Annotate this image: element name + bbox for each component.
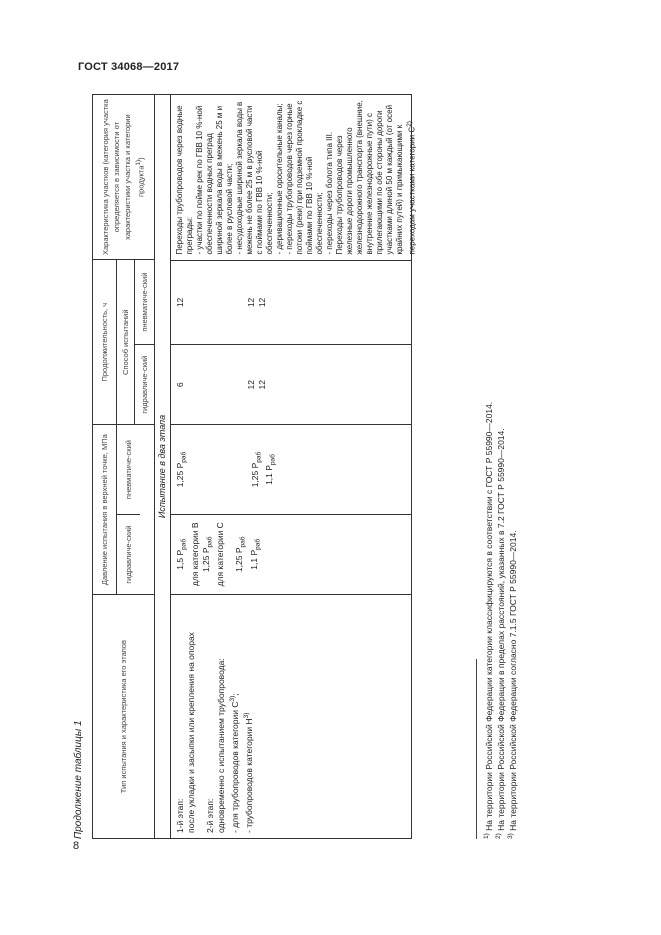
header-pressure: Давление испытания в верхней точке, МПа [93, 425, 117, 594]
document-header: ГОСТ 34068—2017 [78, 61, 180, 73]
header-type: Тип испытания и характеристика его этапов [93, 594, 154, 838]
header-pneumatic-1: пневматиче-ский [124, 440, 133, 500]
table-continuation-caption: Продолжение таблицы 1 [73, 720, 84, 839]
cell-type: 1-й этап: после укладки и засыпки или крепления на опорах 2-й этап: одновременно с испытанием трубопровода: - для трубопроводов категории $С^{3)}$; - трубопроводов категории $Н^{3)}$ [171, 594, 411, 838]
page-number: 8 [73, 840, 80, 852]
footnote-3: $^{3)}$ На территории Российской Федерации согласно 7.1.5 ГОСТ Р 55990—2014. [507, 530, 518, 839]
header-method: Способ испытаний [117, 260, 135, 424]
header-pneumatic-2: пневматиче-ский [140, 272, 149, 332]
cell-characteristics: Переходы трубопроводов через водные преграды: - участки по пойме рек по ГВВ 10 %-ной обеспеченности водных преград шириной зеркала воды в межень 25 м и более в русловой части; - несудоходные шириной зеркала воды в межень не более 25 м в русловой части с поймами по ГВВ 10 %-ной обеспеченности; - деривационные оросительные каналы; - переходы трубопроводов через горные потоки (реки) при подземной прокладке с поймами по ГВВ 10 %-ной обеспеченности; - переходы через болота типа III. Переходы трубопроводов через железные дороги промышленного железнодорожного транспорта (внешние, внутренние железнодорожные пути) с прилегающими по обе стороны дороги участками длиной 50 м каждый (от осей крайних путей) и примыкающими к переходам участками категории $С^{2)}$ [175, 100, 417, 255]
footnote-divider [476, 659, 477, 839]
test-table [92, 94, 417, 839]
cell-pressure-hydraulic: 1,5 $P_{раб}$ для категории В 1,25 $P_{раб}$ для категории С 1,25 $P_{раб}$ 1,1 $P_{раб}$ [171, 514, 411, 594]
table-header-row [93, 95, 155, 838]
cell-duration-hydraulic: 6 12 12 [171, 344, 411, 424]
cell-pressure-pneumatic: 1,25 $P_{раб}$ 1,25 $P_{раб}$ 1,1 $P_{раб}$ [171, 424, 411, 514]
footnote-2: $^{2)}$ На территории Российской Федерации в пределах расстояний, указанных в 7.2 ГОСТ Р 55990—2014. [495, 428, 506, 839]
stage-row [155, 95, 171, 838]
table-body-row [171, 95, 417, 838]
cell-duration-pneumatic: 12 12 12 [171, 260, 411, 345]
header-hydraulic-1: гидравличе-ский [117, 514, 140, 594]
header-duration-group [93, 259, 154, 424]
header-pressure-group [93, 424, 154, 594]
footnote-1: $^{1)}$ На территории Российской Федерации категории классифицируются в соответствии с ГОСТ Р 55990—2014. [483, 401, 494, 839]
header-duration: Продолжительность, ч [93, 260, 117, 424]
header-hydraulic-2: гидравличе-ский [135, 344, 154, 424]
stage-label: Испытание в два этапа [157, 414, 167, 519]
header-characteristics: Характеристика участков (категория участка определяется в зависимости от характеристики участка и категории продукта$^{1)}$) [101, 99, 146, 256]
rotated-table-area [68, 59, 538, 839]
